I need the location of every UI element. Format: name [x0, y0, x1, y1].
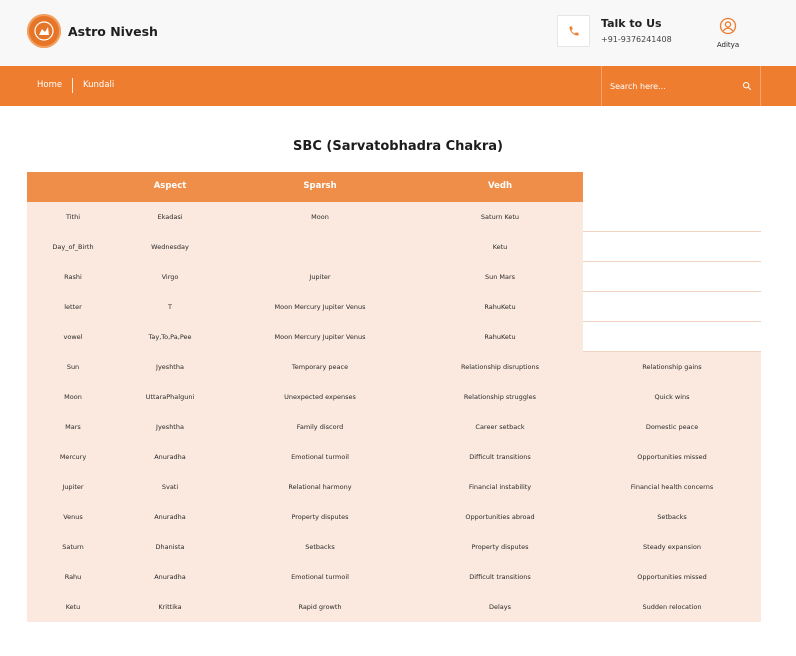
user-menu[interactable] [712, 17, 744, 49]
table-cell: Saturn [62, 543, 84, 551]
table-cell: Anuradha [154, 453, 186, 461]
table-cell: Setbacks [305, 543, 335, 551]
table-cell: Jupiter [309, 273, 331, 281]
table-cell: Jupiter [62, 483, 84, 491]
table-cell: Steady expansion [643, 543, 701, 551]
table-row [27, 472, 761, 502]
table-cell: Unexpected expenses [284, 393, 356, 401]
table-cell: Dhanista [155, 543, 185, 551]
table-row [27, 232, 761, 262]
table-cell: Family discord [296, 423, 344, 431]
phone-icon[interactable] [557, 15, 590, 47]
contact-block [601, 17, 672, 44]
top-bar [0, 0, 796, 66]
table-cell: Mercury [59, 453, 87, 461]
table-cell: Financial health concerns [630, 483, 714, 491]
contact-title: Talk to Us [601, 17, 662, 30]
table-cell: Relationship struggles [463, 393, 537, 401]
table-cell: letter [64, 303, 82, 311]
table-cell: Jyeshtha [156, 363, 184, 371]
brand-name: Astro Nivesh [68, 23, 158, 39]
table-row [27, 502, 761, 532]
table-cell: Quick wins [654, 393, 690, 401]
table-cell: Property disputes [291, 513, 349, 521]
header-sparsh: Sparsh [303, 181, 337, 191]
table-cell: Rapid growth [298, 603, 342, 611]
table-cell: Anuradha [154, 513, 186, 521]
table-cell: Financial instability [468, 483, 532, 491]
table-cell: vowel [63, 333, 83, 341]
table-cell: Relationship disruptions [460, 363, 540, 371]
search-input[interactable] [610, 78, 735, 94]
table-cell: Wednesday [151, 243, 189, 251]
table-row [27, 382, 761, 412]
table-cell: Venus [63, 513, 83, 521]
table-cell: Opportunities missed [637, 573, 707, 581]
table-cell: Virgo [161, 273, 179, 281]
nav-separator [72, 78, 73, 93]
table-cell: UttaraPhalguni [145, 393, 195, 401]
header-vedh: Vedh [487, 181, 513, 191]
table-cell: Setbacks [657, 513, 687, 521]
table-cell: Emotional turmoil [291, 453, 349, 461]
table-cell: Rahu [64, 573, 82, 581]
table-cell: Ketu [492, 243, 508, 251]
table-row [27, 322, 761, 352]
contact-phone[interactable]: +91-9376241408 [601, 35, 672, 44]
table-body [27, 202, 761, 622]
table-cell: Sun Mars [484, 273, 516, 281]
table-row [27, 562, 761, 592]
table-cell: Opportunities missed [637, 453, 707, 461]
user-avatar-icon [719, 17, 737, 35]
table-cell: Difficult transitions [469, 453, 531, 461]
table-row [27, 412, 761, 442]
table-row [27, 292, 761, 322]
table-cell: Relational harmony [288, 483, 352, 491]
search-icon[interactable] [742, 81, 752, 91]
table-cell: Jyeshtha [156, 423, 184, 431]
table-cell: Ekadasi [157, 213, 183, 221]
table-cell: Career setback [475, 423, 525, 431]
row-background [27, 502, 761, 532]
brand-link[interactable] [27, 14, 158, 48]
table-row [27, 442, 761, 472]
table-cell: Moon [64, 393, 82, 401]
page-title: SBC (Sarvatobhadra Chakra) [293, 139, 503, 154]
table-cell: T [168, 303, 172, 311]
user-name: Aditya [716, 41, 740, 49]
table-row [27, 352, 761, 382]
table-cell: Difficult transitions [469, 573, 531, 581]
table-cell: Moon Mercury Jupiter Venus [274, 303, 366, 311]
table-cell: Day_of_Birth [52, 243, 94, 251]
table-cell: RahuKetu [484, 303, 516, 311]
table-cell: Opportunities abroad [465, 513, 535, 521]
logo-icon [27, 14, 61, 48]
table-cell: Ketu [65, 603, 81, 611]
table-cell: Moon Mercury Jupiter Venus [274, 333, 366, 341]
table-header [27, 172, 583, 202]
table-cell: Sudden relocation [642, 603, 702, 611]
table-cell: Property disputes [471, 543, 529, 551]
header-aspect: Aspect [153, 181, 187, 191]
table-cell: Temporary peace [291, 363, 349, 371]
table-cell: Tithi [65, 213, 81, 221]
table-row [27, 532, 761, 562]
nav-kundali[interactable]: Kundali [83, 80, 115, 90]
table-cell: Saturn Ketu [480, 213, 520, 221]
table-cell: Rashi [64, 273, 82, 281]
table-cell: Mars [65, 423, 81, 431]
table-row [27, 262, 761, 292]
table-cell: Moon [311, 213, 329, 221]
table-cell: RahuKetu [484, 333, 516, 341]
table-cell: Delays [488, 603, 512, 611]
row-background [27, 382, 761, 412]
table-cell: Krittika [158, 603, 182, 611]
table-row [27, 592, 761, 622]
table-cell: Domestic peace [645, 423, 699, 431]
table-cell: Relationship gains [642, 363, 702, 371]
table-cell: Svati [161, 483, 179, 491]
table-cell: Tay,To,Pa,Pee [148, 333, 192, 341]
table-row [27, 202, 761, 232]
table-cell: Sun [66, 363, 80, 371]
table-cell: Emotional turmoil [291, 573, 349, 581]
nav-bar [0, 66, 796, 106]
search-box [601, 66, 761, 106]
nav-home[interactable]: Home [37, 80, 63, 90]
table-cell: Anuradha [154, 573, 186, 581]
